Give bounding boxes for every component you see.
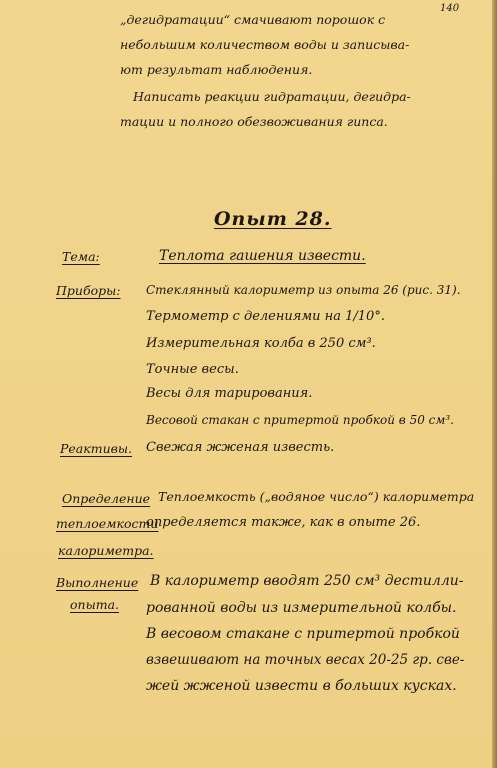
experiment-title: Опыт 28.: [214, 208, 332, 230]
instrument-4: Точные весы.: [146, 362, 239, 377]
theme-label: Тема:: [62, 249, 100, 264]
instrument-2: Термометр с делениями на 1/10°.: [146, 309, 385, 324]
instrument-5: Весы для тарирования.: [146, 386, 313, 401]
top-line-3: ют результат наблюдения.: [120, 62, 313, 77]
determination-label-2: теплоемкости: [56, 516, 159, 531]
reagents-text: Свежая жженая известь.: [146, 440, 335, 455]
execution-label-1: Выполнение: [56, 575, 139, 590]
top-line-2: небольшим количеством воды и записыва-: [120, 37, 410, 52]
instrument-3: Измерительная колба в 250 см³.: [146, 336, 376, 351]
determination-line-1: Теплоемкость („водяное число“) калориметра: [158, 489, 475, 504]
top-line-1: „дегидратации“ смачивают порошок с: [120, 12, 386, 27]
top-line-5: тации и полного обезвоживания гипса.: [120, 114, 388, 129]
determination-line-2: определяется также, как в опыте 26.: [146, 515, 421, 530]
page-edge: [492, 0, 497, 768]
theme-text: Теплота гашения извести.: [159, 248, 366, 264]
instrument-1: Стеклянный калориметр из опыта 26 (рис. 31).: [146, 283, 461, 297]
instruments-label: Приборы:: [56, 283, 121, 298]
top-line-4: Написать реакции гидратации, дегидра-: [133, 89, 411, 104]
determination-label-1: Определение: [62, 491, 151, 506]
execution-line-4: взвешивают на точных весах 20-25 гр. све-: [146, 652, 465, 668]
reagents-label: Реактивы.: [60, 441, 133, 456]
page-number: 140: [440, 3, 460, 14]
execution-line-5: жей жженой извести в больших кусках.: [146, 678, 457, 694]
instrument-6: Весовой стакан с притертой пробкой в 50 см³.: [146, 413, 454, 427]
execution-label-2: опыта.: [70, 597, 120, 612]
execution-line-2: рованной воды из измерительной колбы.: [146, 600, 457, 616]
execution-line-3: В весовом стакане с притертой пробкой: [146, 626, 460, 642]
execution-line-1: В калориметр вводят 250 см³ дестилли-: [150, 573, 464, 589]
determination-label-3: калориметра.: [58, 543, 154, 558]
